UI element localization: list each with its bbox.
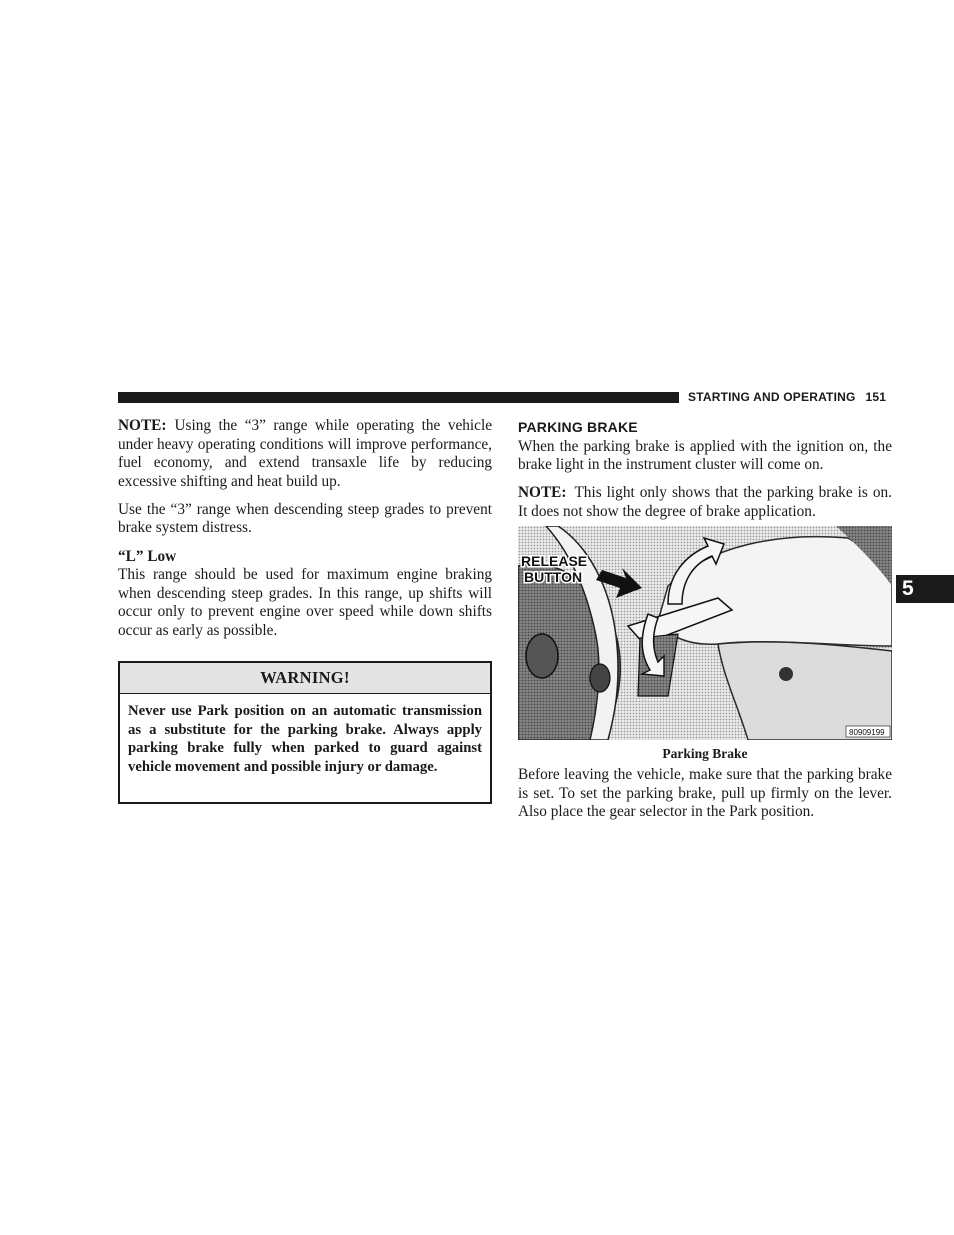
low-paragraph: This range should be used for maximum engine braking when descending steep grades. In this range, up shifts will occur only to prevent engine over speed while down shifts occur as early as possible. [118,566,492,639]
release-label-line1: RELEASE [521,553,588,569]
warning-title: WARNING! [120,663,490,694]
cup-holder [779,667,793,681]
header-section: STARTING AND OPERATING [688,390,856,404]
header-rule [118,392,679,403]
chapter-tab: 5 [896,575,954,603]
page-number: 151 [865,390,887,404]
parking-brake-heading: PARKING BRAKE [518,419,638,435]
note-paragraph [118,417,492,491]
note-text-right: This light only shows that the parking brake is on. It does not show the degree of brake application. [518,484,892,520]
right-column [518,417,892,531]
control-knob [590,664,610,692]
descend-paragraph: Use the “3” range when descending steep grades to prevent brake system distress. [118,500,492,537]
intro-paragraph: When the parking brake is applied with the ignition on, the brake light in the instrument cluster will come on. [518,437,892,474]
warning-box [118,661,492,804]
low-heading: “L” Low [118,547,177,565]
left-column [118,417,492,650]
after-figure-paragraph: Before leaving the vehicle, make sure that the parking brake is set. To set the parking brake, pull up firmly on the lever. Also place the gear selector in the Park position. [518,766,892,821]
figure-code: 80909199 [849,728,885,737]
warning-text: Never use Park position on an automatic transmission as a substitute for the parking brake. Always apply parking brake fully when parked to guard against vehicle movement and possible injury or damage. [128,703,482,776]
figure-caption: Parking Brake [662,746,748,761]
note-label: NOTE: [118,417,167,434]
note-paragraph-right [518,484,892,521]
running-header [688,390,892,406]
note-text: Using the “3” range while operating the vehicle under heavy operating conditions will improve performance, fuel economy, and extend transaxle life by reducing excessive shifting and heat build up. [118,417,492,490]
release-label-line2: BUTTON [524,569,583,585]
air-vent [526,634,558,678]
note-label-right: NOTE: [518,484,567,502]
armrest [718,642,892,740]
parking-brake-illustration [518,526,892,740]
